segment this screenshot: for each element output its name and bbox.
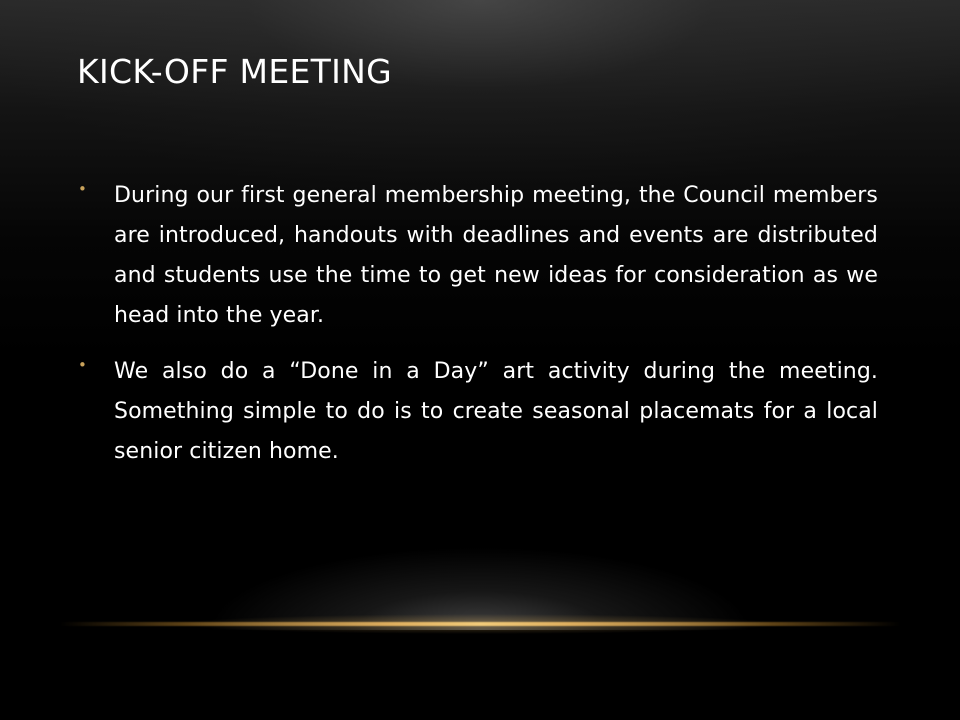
bullet-text: We also do a “Done in a Day” art activity during the meeting. Something simple to do is to create seasonal placemats for a local senior citizen home.	[114, 359, 878, 464]
bullet-marker: •	[78, 180, 87, 198]
floor-glow-decoration	[120, 470, 840, 630]
bullet-text: During our first general membership meeting, the Council members are introduced, handouts with deadlines and events are distributed and students use the time to get new ideas for consideration as we head into the year.	[114, 183, 878, 328]
bullet-marker: •	[78, 356, 87, 374]
bullet-item-kickoff-intro	[78, 176, 878, 336]
bullet-list	[78, 176, 878, 488]
horizon-line-decoration	[60, 622, 900, 626]
slide-title: KICK-OFF MEETING	[77, 52, 392, 91]
bullet-item-art-activity	[78, 352, 878, 472]
